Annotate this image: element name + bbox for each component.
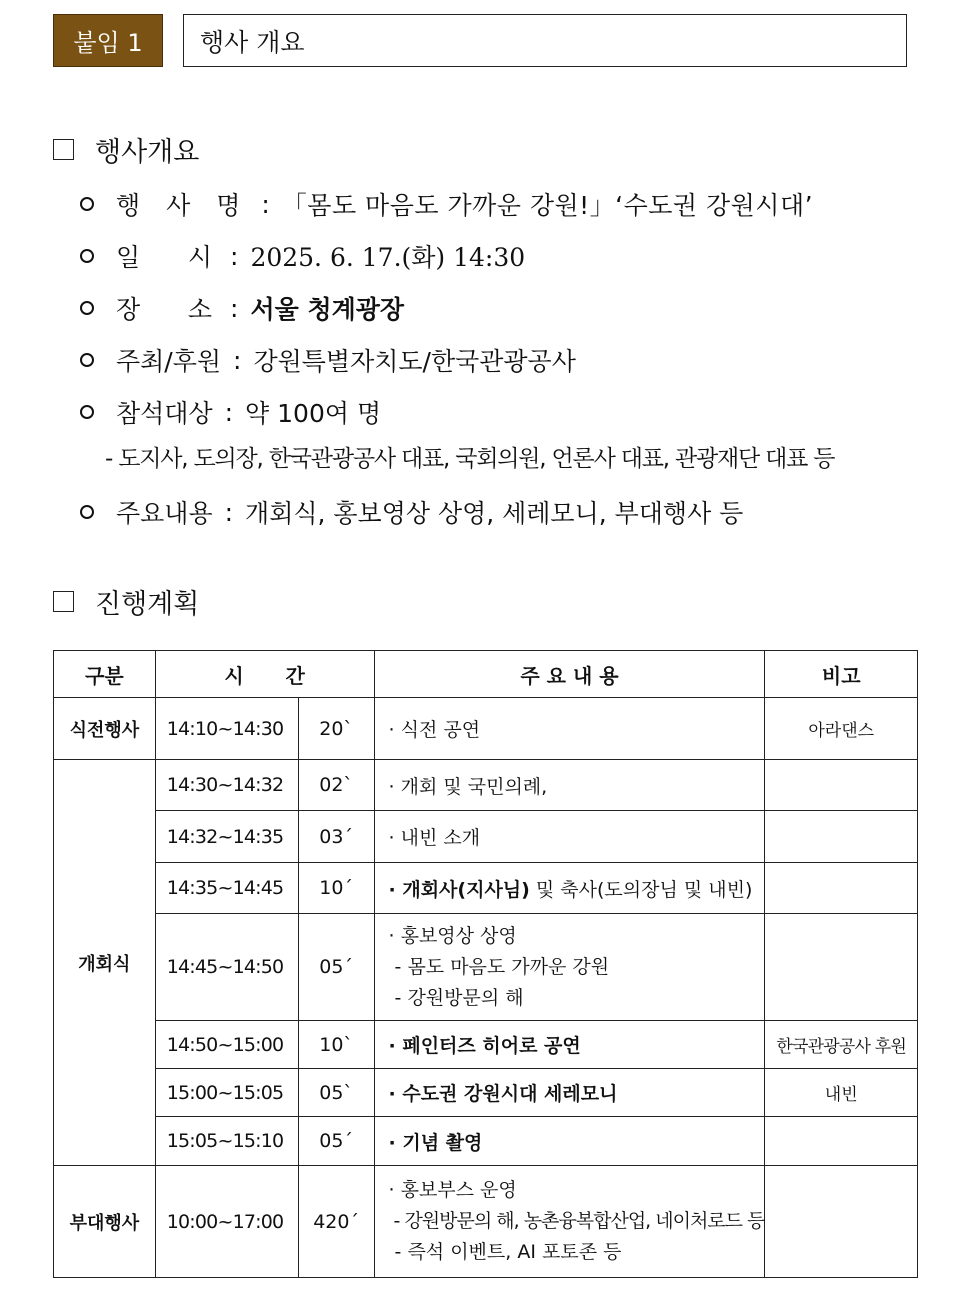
- cell-duration: 05´: [298, 914, 374, 1021]
- overview-value: 「몸도 마음도 가까운 강원!」‘수도권 강원시대’: [281, 191, 814, 220]
- bullet-circle-icon: [80, 353, 94, 367]
- cell-note: [765, 863, 918, 914]
- overview-item-location: [80, 290, 404, 326]
- colon-separator: :: [224, 497, 234, 527]
- cell-content: [374, 863, 765, 914]
- cell-duration: 05´: [298, 1117, 374, 1166]
- section-overview-heading: [53, 130, 199, 169]
- table-row: [54, 914, 918, 1021]
- attachment-tag: 붙임 1: [53, 14, 163, 67]
- overview-label: 행 사 명: [116, 191, 250, 220]
- content-line: - 몸도 마음도 가까운 강원: [388, 955, 610, 978]
- overview-value: 서울 청계광장: [250, 295, 405, 324]
- cell-time: 14:35~14:45: [155, 863, 298, 914]
- colon-separator: :: [233, 345, 242, 375]
- cell-time: 14:10~14:30: [155, 698, 298, 760]
- schedule-table: [53, 650, 918, 1278]
- cell-note: [765, 1166, 918, 1278]
- content-line: · 홍보부스 운영: [388, 1179, 517, 1201]
- checkbox-icon: [53, 591, 74, 612]
- cell-time: 14:32~14:35: [155, 811, 298, 863]
- cell-content: · 기념 촬영: [374, 1117, 765, 1166]
- table-row: [54, 760, 918, 811]
- cell-time: 15:05~15:10: [155, 1117, 298, 1166]
- cell-time: 14:30~14:32: [155, 760, 298, 811]
- cell-duration: 10`: [298, 1021, 374, 1069]
- content-rest-part: 및 축사(도의장님 및 내빈): [529, 878, 753, 901]
- overview-item-attendees: [80, 394, 381, 430]
- cell-duration: 420´: [298, 1166, 374, 1278]
- cell-note: 내빈: [765, 1069, 918, 1117]
- attendee-detail: - 도지사, 도의장, 한국관광공사 대표, 국회의원, 언론사 대표, 관광재단 대표 등: [105, 446, 835, 472]
- content-line: - 즉석 이벤트, AI 포토존 등: [388, 1241, 622, 1263]
- cell-time: 10:00~17:00: [155, 1166, 298, 1278]
- cell-category: 식전행사: [54, 698, 156, 760]
- cell-category: 개회식: [54, 760, 156, 1166]
- overview-item-event-name: [80, 186, 813, 222]
- overview-item-host: [80, 342, 576, 378]
- checkbox-icon: [53, 139, 74, 160]
- table-row: [54, 863, 918, 914]
- overview-label: 장 소: [116, 295, 212, 324]
- content-line: - 강원방문의 해, 농촌융복합산업, 네이처로드 등: [388, 1210, 765, 1232]
- cell-duration: 20`: [298, 698, 374, 760]
- table-row: [54, 1069, 918, 1117]
- bullet-circle-icon: [80, 197, 94, 211]
- table-row: [54, 1166, 918, 1278]
- cell-content: · 내빈 소개: [374, 811, 765, 863]
- colon-separator: :: [261, 189, 270, 219]
- overview-value: 약 100여 명: [245, 399, 382, 428]
- overview-item-date: [80, 238, 525, 274]
- overview-value: 2025. 6. 17.(화) 14:30: [250, 243, 526, 272]
- cell-note: [765, 914, 918, 1021]
- overview-value: 개회식, 홍보영상 상영, 세레모니, 부대행사 등: [245, 499, 744, 528]
- cell-note: [765, 811, 918, 863]
- cell-content: · 개회 및 국민의례,: [374, 760, 765, 811]
- cell-note: [765, 1117, 918, 1166]
- cell-note: [765, 760, 918, 811]
- table-row: [54, 698, 918, 760]
- overview-label: 일 시: [116, 243, 212, 272]
- colon-separator: :: [230, 241, 239, 271]
- document-title: [183, 14, 907, 67]
- section-overview-title: 행사개요: [95, 137, 200, 168]
- overview-item-program: [80, 494, 743, 530]
- cell-content: · 식전 공연: [374, 698, 765, 760]
- bullet-circle-icon: [80, 405, 94, 419]
- colon-separator: :: [224, 397, 234, 427]
- bullet-circle-icon: [80, 249, 94, 263]
- cell-content: [374, 914, 765, 1021]
- overview-label: 참석대상: [116, 399, 213, 428]
- cell-category: 부대행사: [54, 1166, 156, 1278]
- cell-content: · 수도권 강원시대 세레모니: [374, 1069, 765, 1117]
- header-time: 시 간: [155, 651, 374, 698]
- colon-separator: :: [230, 293, 239, 323]
- table-row: [54, 1117, 918, 1166]
- cell-time: 14:45~14:50: [155, 914, 298, 1021]
- header-content: 주 요 내 용: [374, 651, 765, 698]
- cell-time: 14:50~15:00: [155, 1021, 298, 1069]
- overview-value: 강원특별자치도/한국관광공사: [253, 347, 576, 376]
- table-row: [54, 1021, 918, 1069]
- content-line: · 홍보영상 상영: [388, 924, 517, 947]
- cell-content: [374, 1166, 765, 1278]
- header-note: 비고: [765, 651, 918, 698]
- section-plan-heading: [53, 582, 199, 621]
- cell-duration: 10´: [298, 863, 374, 914]
- cell-duration: 02`: [298, 760, 374, 811]
- header-category: 구분: [54, 651, 156, 698]
- cell-note: 아라댄스: [765, 698, 918, 760]
- cell-note: 한국관광공사 후원: [765, 1021, 918, 1069]
- overview-label: 주요내용: [116, 499, 213, 528]
- bullet-circle-icon: [80, 505, 94, 519]
- table-header-row: [54, 651, 918, 698]
- table-row: [54, 811, 918, 863]
- bullet-circle-icon: [80, 301, 94, 315]
- document-title-text: 행사 개요: [200, 27, 305, 57]
- cell-content: · 페인터즈 히어로 공연: [374, 1021, 765, 1069]
- content-line: - 강원방문의 해: [388, 986, 524, 1009]
- cell-duration: 05`: [298, 1069, 374, 1117]
- cell-duration: 03´: [298, 811, 374, 863]
- cell-time: 15:00~15:05: [155, 1069, 298, 1117]
- section-plan-title: 진행계획: [95, 589, 200, 620]
- content-bold-part: · 개회사(지사님): [388, 878, 530, 901]
- overview-label: 주최/후원: [116, 347, 222, 376]
